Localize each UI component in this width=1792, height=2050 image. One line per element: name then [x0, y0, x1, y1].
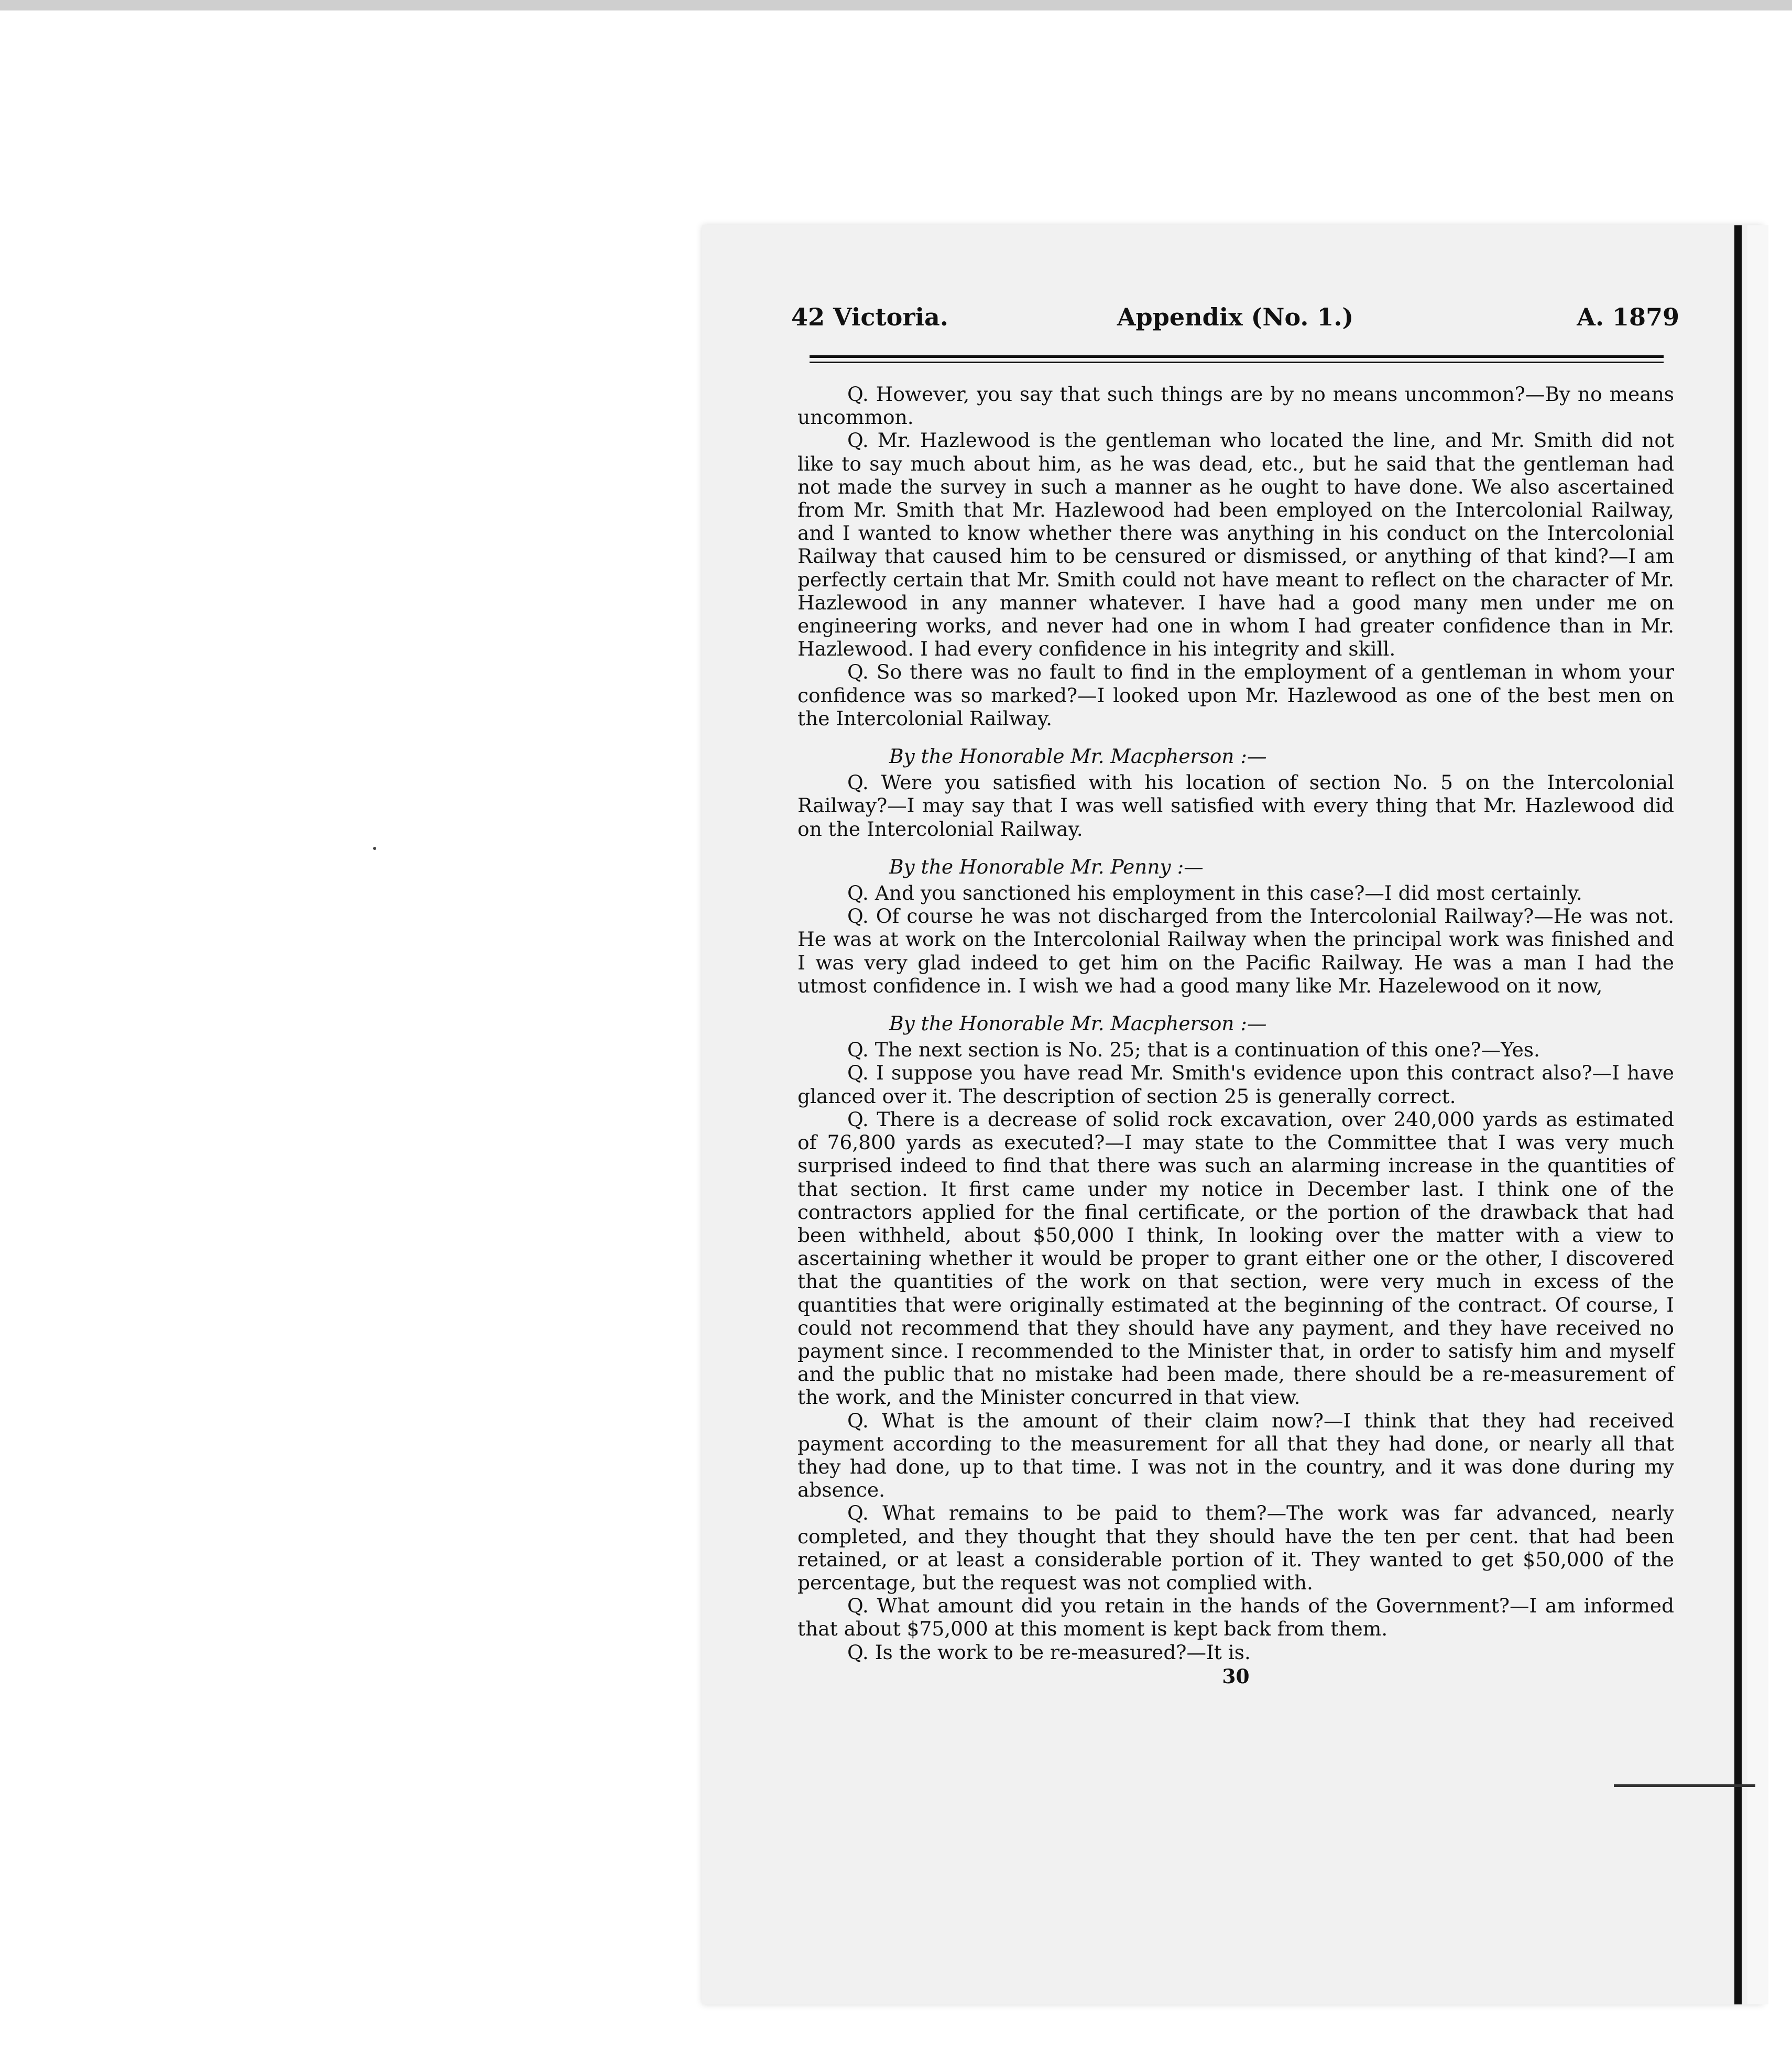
paragraph: Q. What is the amount of their claim now?—I think that they had received payment according to the measurement for all that they had done, or nearly all that they had done, up to that time. I was not in the country, and it was done during my absence. [797, 1409, 1674, 1502]
paragraph: Q. There is a decrease of solid rock excavation, over 240,000 yards as estimated of 76,800 yards as executed?—I may state to the Committee that I was very much surprised indeed to find that there was such an alarming increase in the quantities of that section. It first came under my notice in December last. I think one of the contractors applied for the final certificate, or the portion of the drawback that had been withheld, about $50,000 I think, In looking over the matter with a view to ascertaining whether it would be proper to grant either one or the other, I discovered that the quantities of the work on that section, were very much in excess of the quantities that were originally estimated at the beginning of the contract. Of course, I could not recommend that they should have any payment, and they have received no payment since. I recommended to the Minister that, in order to satisfy him and myself and the public that no mistake had been made, there should be a re-measurement of the work, and the Minister concurred in that view. [797, 1107, 1674, 1409]
header-rule-thin [810, 362, 1664, 363]
paragraph: Q. What remains to be paid to them?—The work was far advanced, nearly completed, and they thought that they should have the ten per cent. that had been retained, or at least a considerable portion of it. They wanted to get $50,000 of the percentage, but the request was not complied with. [797, 1501, 1674, 1594]
header-rule [810, 355, 1664, 358]
questioner-byline: By the Honorable Mr. Penny :— [889, 855, 1204, 878]
paragraph: Q. Is the work to be re-measured?—It is. [847, 1640, 1251, 1664]
paragraph: Q. Were you satisfied with his location of section No. 5 on the Intercolonial Railway?—I may say that I was well satisfied with every thing that Mr. Hazlewood did on the Intercolonial Railway. [797, 771, 1674, 841]
questioner-byline: By the Honorable Mr. Macpherson :— [889, 1012, 1267, 1035]
paragraph: Q. The next section is No. 25; that is a continuation of this one?—Yes. [847, 1038, 1540, 1062]
paragraph: Q. So there was no fault to find in the employment of a gentleman in whom your confidence was so marked?—I looked upon Mr. Hazlewood as one of the best men on the Intercolonial Railway. [797, 660, 1674, 730]
header-year: A. 1879 [1577, 303, 1679, 331]
page-bottom-edge [1614, 1784, 1755, 1787]
paragraph: Q. I suppose you have read Mr. Smith's evidence upon this contract also?—I have glanced over it. The description of section 25 is generally correct. [797, 1061, 1674, 1108]
running-header [791, 303, 1679, 340]
paragraph: Q. Of course he was not discharged from the Intercolonial Railway?—He was not. He was at work on the Intercolonial Railway when the principal work was finished and I was very glad indeed to get him on the Pacific Railway. He was a man I had the utmost confidence in. I wish we had a good many like Mr. Hazelewood on it now, [797, 904, 1674, 997]
paragraph: Q. However, you say that such things are by no means uncommon?—By no means uncommon. [797, 383, 1674, 429]
page-edge-margin [1747, 225, 1768, 2004]
questioner-byline: By the Honorable Mr. Macpherson :— [889, 745, 1267, 768]
header-session: 42 Victoria. [791, 303, 948, 331]
header-appendix: Appendix (No. 1.) [1117, 303, 1354, 331]
scan-speck [373, 847, 376, 850]
paragraph: Q. What amount did you retain in the hands of the Government?—I am informed that about $75,000 at this moment is kept back from them. [797, 1594, 1674, 1641]
page-number: 30 [1222, 1664, 1250, 1688]
body-text [797, 383, 1674, 1688]
paragraph: Q. And you sanctioned his employment in this case?—I did most certainly. [847, 881, 1582, 905]
scan-top-edge [0, 0, 1792, 10]
paragraph: Q. Mr. Hazlewood is the gentleman who located the line, and Mr. Smith did not like to say much about him, as he was dead, etc., but he said that the gentleman had not made the survey in such a manner as he ought to have done. We also ascertained from Mr. Smith that Mr. Hazlewood had been employed on the Intercolonial Railway, and I wanted to know whether there was anything in his conduct on the Intercolonial Railway that caused him to be censured or dismissed, or anything of that kind?—I am perfectly certain that Mr. Smith could not have meant to reflect on the character of Mr. Hazlewood in any manner whatever. I have had a good many men under me on engineering works, and never had one in whom I had greater confidence than in Mr. Hazlewood. I had every confidence in his integrity and skill. [797, 429, 1674, 661]
page-binding-edge [1734, 225, 1742, 2004]
